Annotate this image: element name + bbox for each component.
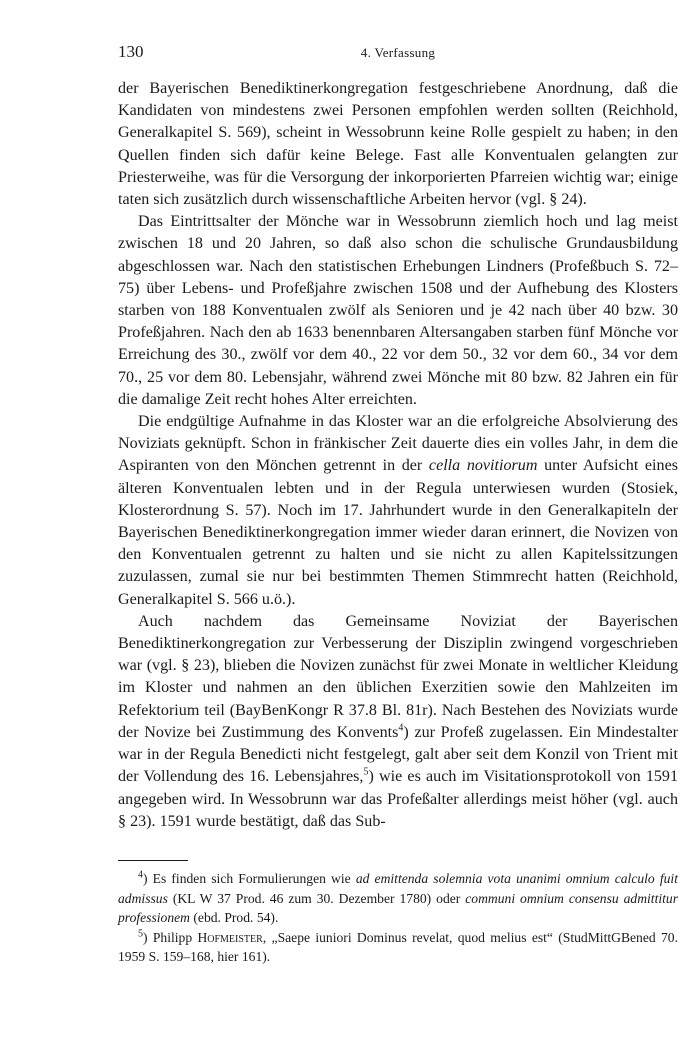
footnote-4 bbox=[118, 869, 678, 928]
footnote-5 bbox=[118, 928, 678, 967]
footnote-divider bbox=[118, 860, 188, 861]
footnote-5-text-a: ) Philipp bbox=[143, 929, 198, 945]
footnote-4-latin-1: ad emittenda solemnia vota unanimi omnium calculo fuit admissus bbox=[118, 871, 678, 906]
page-header bbox=[118, 42, 678, 66]
footnote-5-author: Hofmeister bbox=[197, 929, 263, 945]
footnote-4-mark: 4 bbox=[138, 869, 143, 881]
footnotes bbox=[118, 869, 678, 967]
paragraph-4-text-b: ) zur Profeß zugelassen. Ein Mindestalter war in der Regula Benedicti nicht festgelegt, galt aber seit dem Konzil von Trient mit der Vollendung des 16. Lebensjahres, bbox=[118, 723, 678, 786]
footnote-5-text-b: , „Saepe iuniori Dominus revelat, quod melius est“ (StudMittGBened 70. 1959 S. 159–168, hier 161). bbox=[118, 929, 678, 964]
page-number: 130 bbox=[118, 42, 144, 61]
footnote-4-text-b: (KL W 37 Prod. 46 zum 30. Dezember 1780) oder bbox=[167, 890, 466, 906]
latin-term: cella novitiorum bbox=[428, 457, 538, 475]
paragraph-1 bbox=[118, 78, 678, 211]
paragraph-2-text: Das Eintrittsalter der Mönche war in Wessobrunn ziemlich hoch und lag meist zwischen 18 und 20 Jahren, so daß also schon die schulische Grundausbildung abgeschlossen war. Nach den statistischen Erhebungen Lindners (Profeßbuch S. 72–75) über Lebens- und Profeßjahre zwischen 1508 und der Aufhebung des Klosters starben von 188 Konventualen zwölf als Senioren und je 42 nach über 40 bzw. 30 Profeßjahren. Nach den ab 1633 benennbaren Altersangaben starben fünf Mönche vor Erreichung des 30., zwölf vor dem 40., 22 vor dem 50., 32 vor dem 60., 34 vor dem 70., 25 vor dem 80. Lebensjahr, während zwei Mönche mit 80 bzw. 82 Jahren ein für die damalige Zeit recht hohes Alter erreichten. bbox=[118, 213, 678, 408]
main-text bbox=[118, 78, 678, 833]
paragraph-4 bbox=[118, 611, 678, 833]
paragraph-4-text-a: Auch nachdem das Gemeinsame Noviziat der Bayerischen Benediktinerkongregation zur Verbesserung der Disziplin zwingend vorgeschrieben war (vgl. § 23), blieben die Novizen zunächst für zwei Monate in weltlicher Kleidung im Kloster und nahmen an den üblichen Exerzitien sowie den Mahlzeiten im Refektorium teil (BayBenKongr R 37.8 Bl. 81r). Nach Bestehen des Noviziats wurde der Novize bei Zustimmung des Konvents bbox=[118, 612, 678, 741]
paragraph-3-text-end: unter Aufsicht eines älteren Konventualen lebten und in der Regula unterwiesen wurden (Stosiek, Klosterordnung S. 57). Noch im 17. Jahrhundert wurde in den Generalkapiteln der Bayerischen Benediktinerkongregation immer wieder daran erinnert, die Novizen von den Konventualen getrennt zu halten und sie nicht zu allen Kapitelssitzungen zuzulassen, zumal sie nur bei bestimmten Themen Stimmrecht hatten (Reichhold, Generalkapitel S. 566 u.ö.). bbox=[118, 457, 678, 608]
paragraph-1-text: der Bayerischen Benediktinerkongregation festgeschriebene Anordnung, daß die Kandidaten von mindestens zwei Personen empfohlen werden sollten (Reichhold, Generalkapitel S. 569), scheint in Wessobrunn keine Rolle gespielt zu haben; in den Quellen finden sich dafür keine Belege. Fast alle Konventualen gelangten zur Priesterweihe, was für die Versorgung der inkorporierten Pfarreien wichtig war; einige taten sich zusätzlich durch wissenschaftliche Arbeiten hervor (vgl. § 24). bbox=[118, 80, 678, 209]
footnote-ref-4[interactable]: 4 bbox=[398, 722, 404, 734]
footnote-4-latin-2: communi omnium consensu admittitur professionem bbox=[118, 890, 678, 925]
paragraph-3-text-start: Die endgültige Aufnahme in das Kloster war an die erfolgreiche Absolvierung des Noviziats geknüpft. Schon in fränkischer Zeit dauerte dies ein volles Jahr, in dem die Aspiranten von den Mönchen getrennt in der bbox=[118, 413, 678, 475]
paragraph-2 bbox=[118, 211, 678, 411]
paragraph-4-text-c: ) wie es auch im Visitationsprotokoll von 1591 angegeben wird. In Wessobrunn war das Profeßalter allerdings meist höher (vgl. auch § 23). 1591 wurde bestätigt, daß das Sub- bbox=[118, 768, 679, 830]
running-head: 4. Verfassung bbox=[360, 45, 436, 60]
paragraph-3 bbox=[118, 411, 678, 611]
footnote-5-mark: 5 bbox=[138, 927, 143, 939]
footnote-ref-5[interactable]: 5 bbox=[363, 766, 369, 778]
footnote-4-text-c: (ebd. Prod. 54). bbox=[190, 910, 279, 925]
footnote-4-text-a: ) Es finden sich Formulierungen wie bbox=[143, 871, 356, 886]
